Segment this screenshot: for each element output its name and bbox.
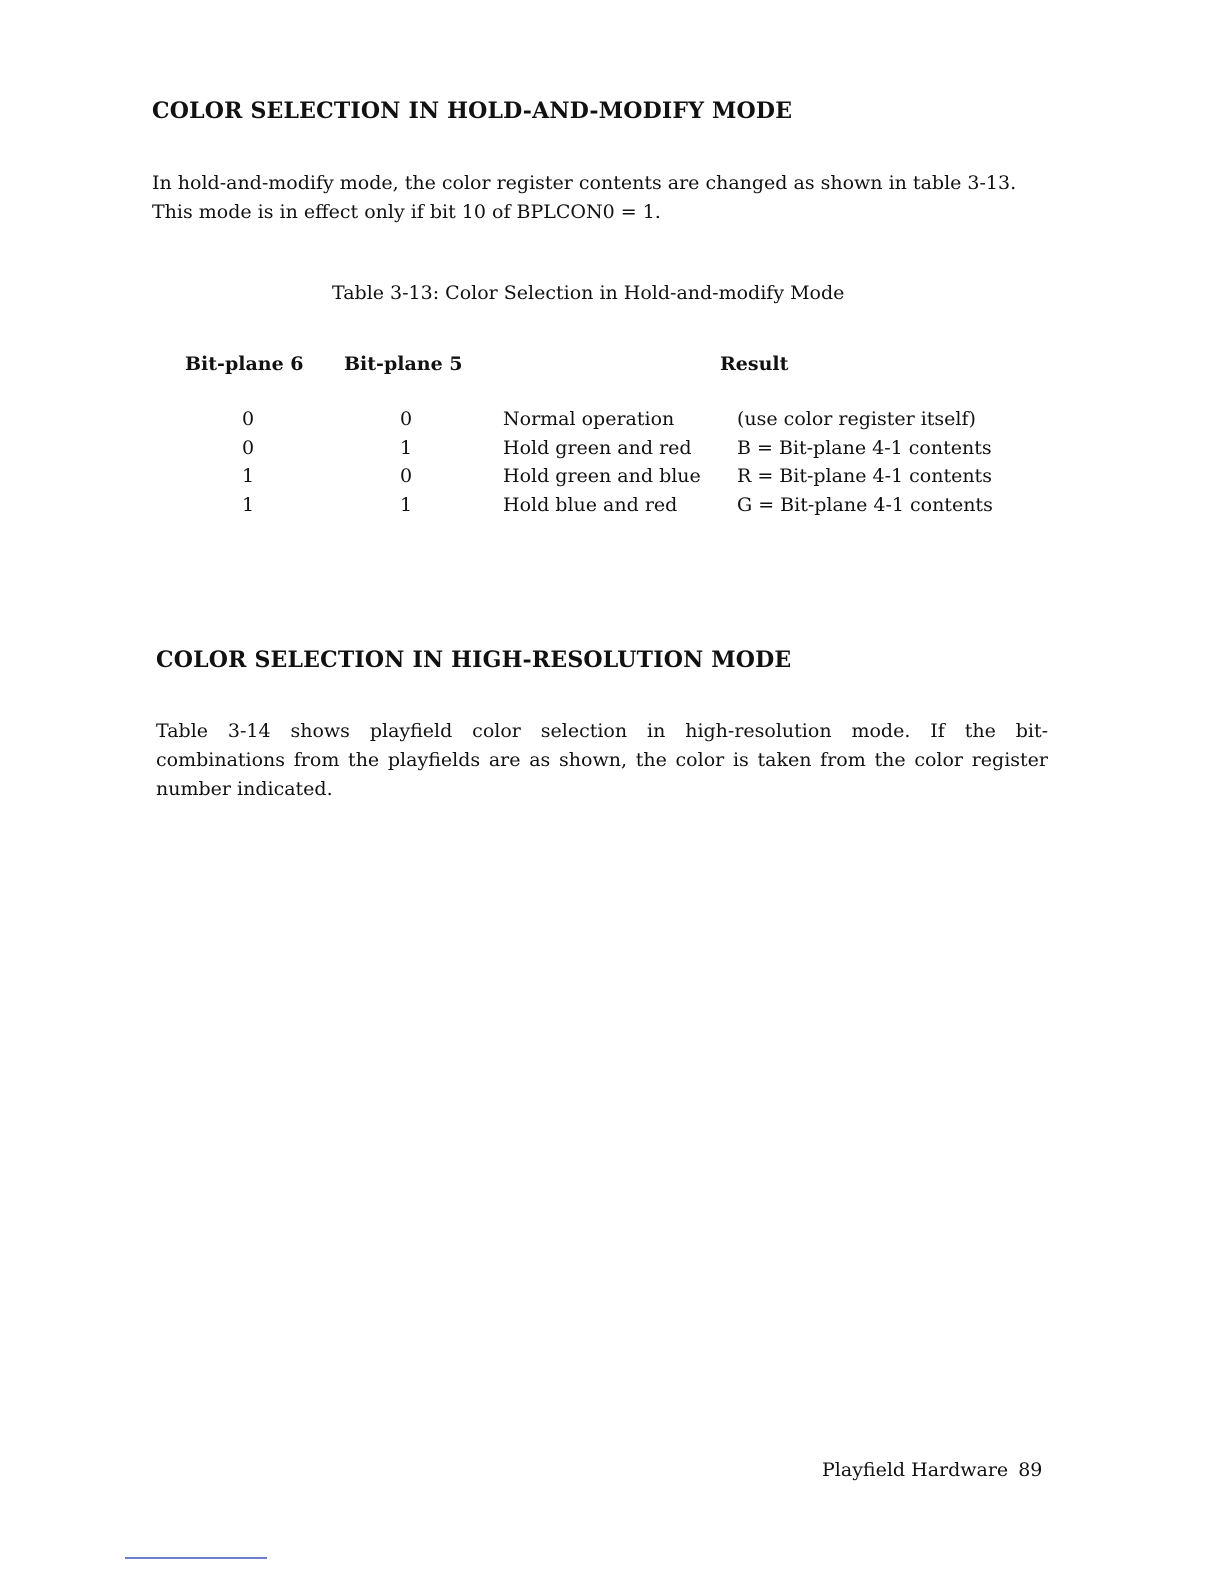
cell-operation: Normal operation [503,408,675,430]
cell-operation: Hold blue and red [503,493,678,516]
color-selection-table [0,408,1224,522]
column-header-result: Result [720,353,789,375]
cell-bitplane-6: 1 [242,493,255,516]
table-row [0,437,1224,466]
cell-result: G = Bit-plane 4-1 contents [737,493,993,516]
cell-result: R = Bit-plane 4-1 contents [737,465,992,487]
cell-bitplane-5: 1 [400,493,413,516]
table-row [0,465,1224,494]
paragraph-line: number indicated. [156,778,333,800]
cell-bitplane-5: 0 [400,408,413,430]
cell-bitplane-5: 0 [400,465,413,487]
cell-operation: Hold green and blue [503,465,701,487]
paragraph-line: In hold-and-modify mode, the color register contents are changed as shown in table 3-13. [152,172,1017,194]
cell-bitplane-6: 1 [242,465,255,487]
cell-bitplane-6: 0 [242,408,255,430]
table-row [0,494,1224,523]
table-caption: Table 3-13: Color Selection in Hold-and-modify Mode [332,282,845,304]
column-header-bitplane-6: Bit-plane 6 [185,353,304,375]
section-heading-hold-and-modify: COLOR SELECTION IN HOLD-AND-MODIFY MODE [152,98,793,124]
hold-and-modify-paragraph [152,169,1052,227]
page-number: 89 [1018,1459,1043,1481]
column-header-bitplane-5: Bit-plane 5 [344,353,463,375]
high-resolution-paragraph [156,717,1048,804]
running-title: Playfield Hardware [822,1459,1009,1481]
cell-operation: Hold green and red [503,436,692,459]
paragraph-line: combinations from the playfields are as shown, the color is taken from the color register [156,749,1048,771]
paragraph-line: Table 3-14 shows playfield color selection in high-resolution mode. If the bit- [156,720,1048,742]
cell-result: B = Bit-plane 4-1 contents [737,436,992,459]
table-row [0,408,1224,437]
page-footer [822,1459,1042,1481]
cell-result: (use color register itself) [737,408,976,430]
footer-rule [125,1557,267,1559]
paragraph-line: This mode is in effect only if bit 10 of BPLCON0 = 1. [152,201,661,223]
section-heading-high-resolution: COLOR SELECTION IN HIGH-RESOLUTION MODE [156,647,792,673]
cell-bitplane-5: 1 [400,436,413,459]
cell-bitplane-6: 0 [242,436,255,459]
